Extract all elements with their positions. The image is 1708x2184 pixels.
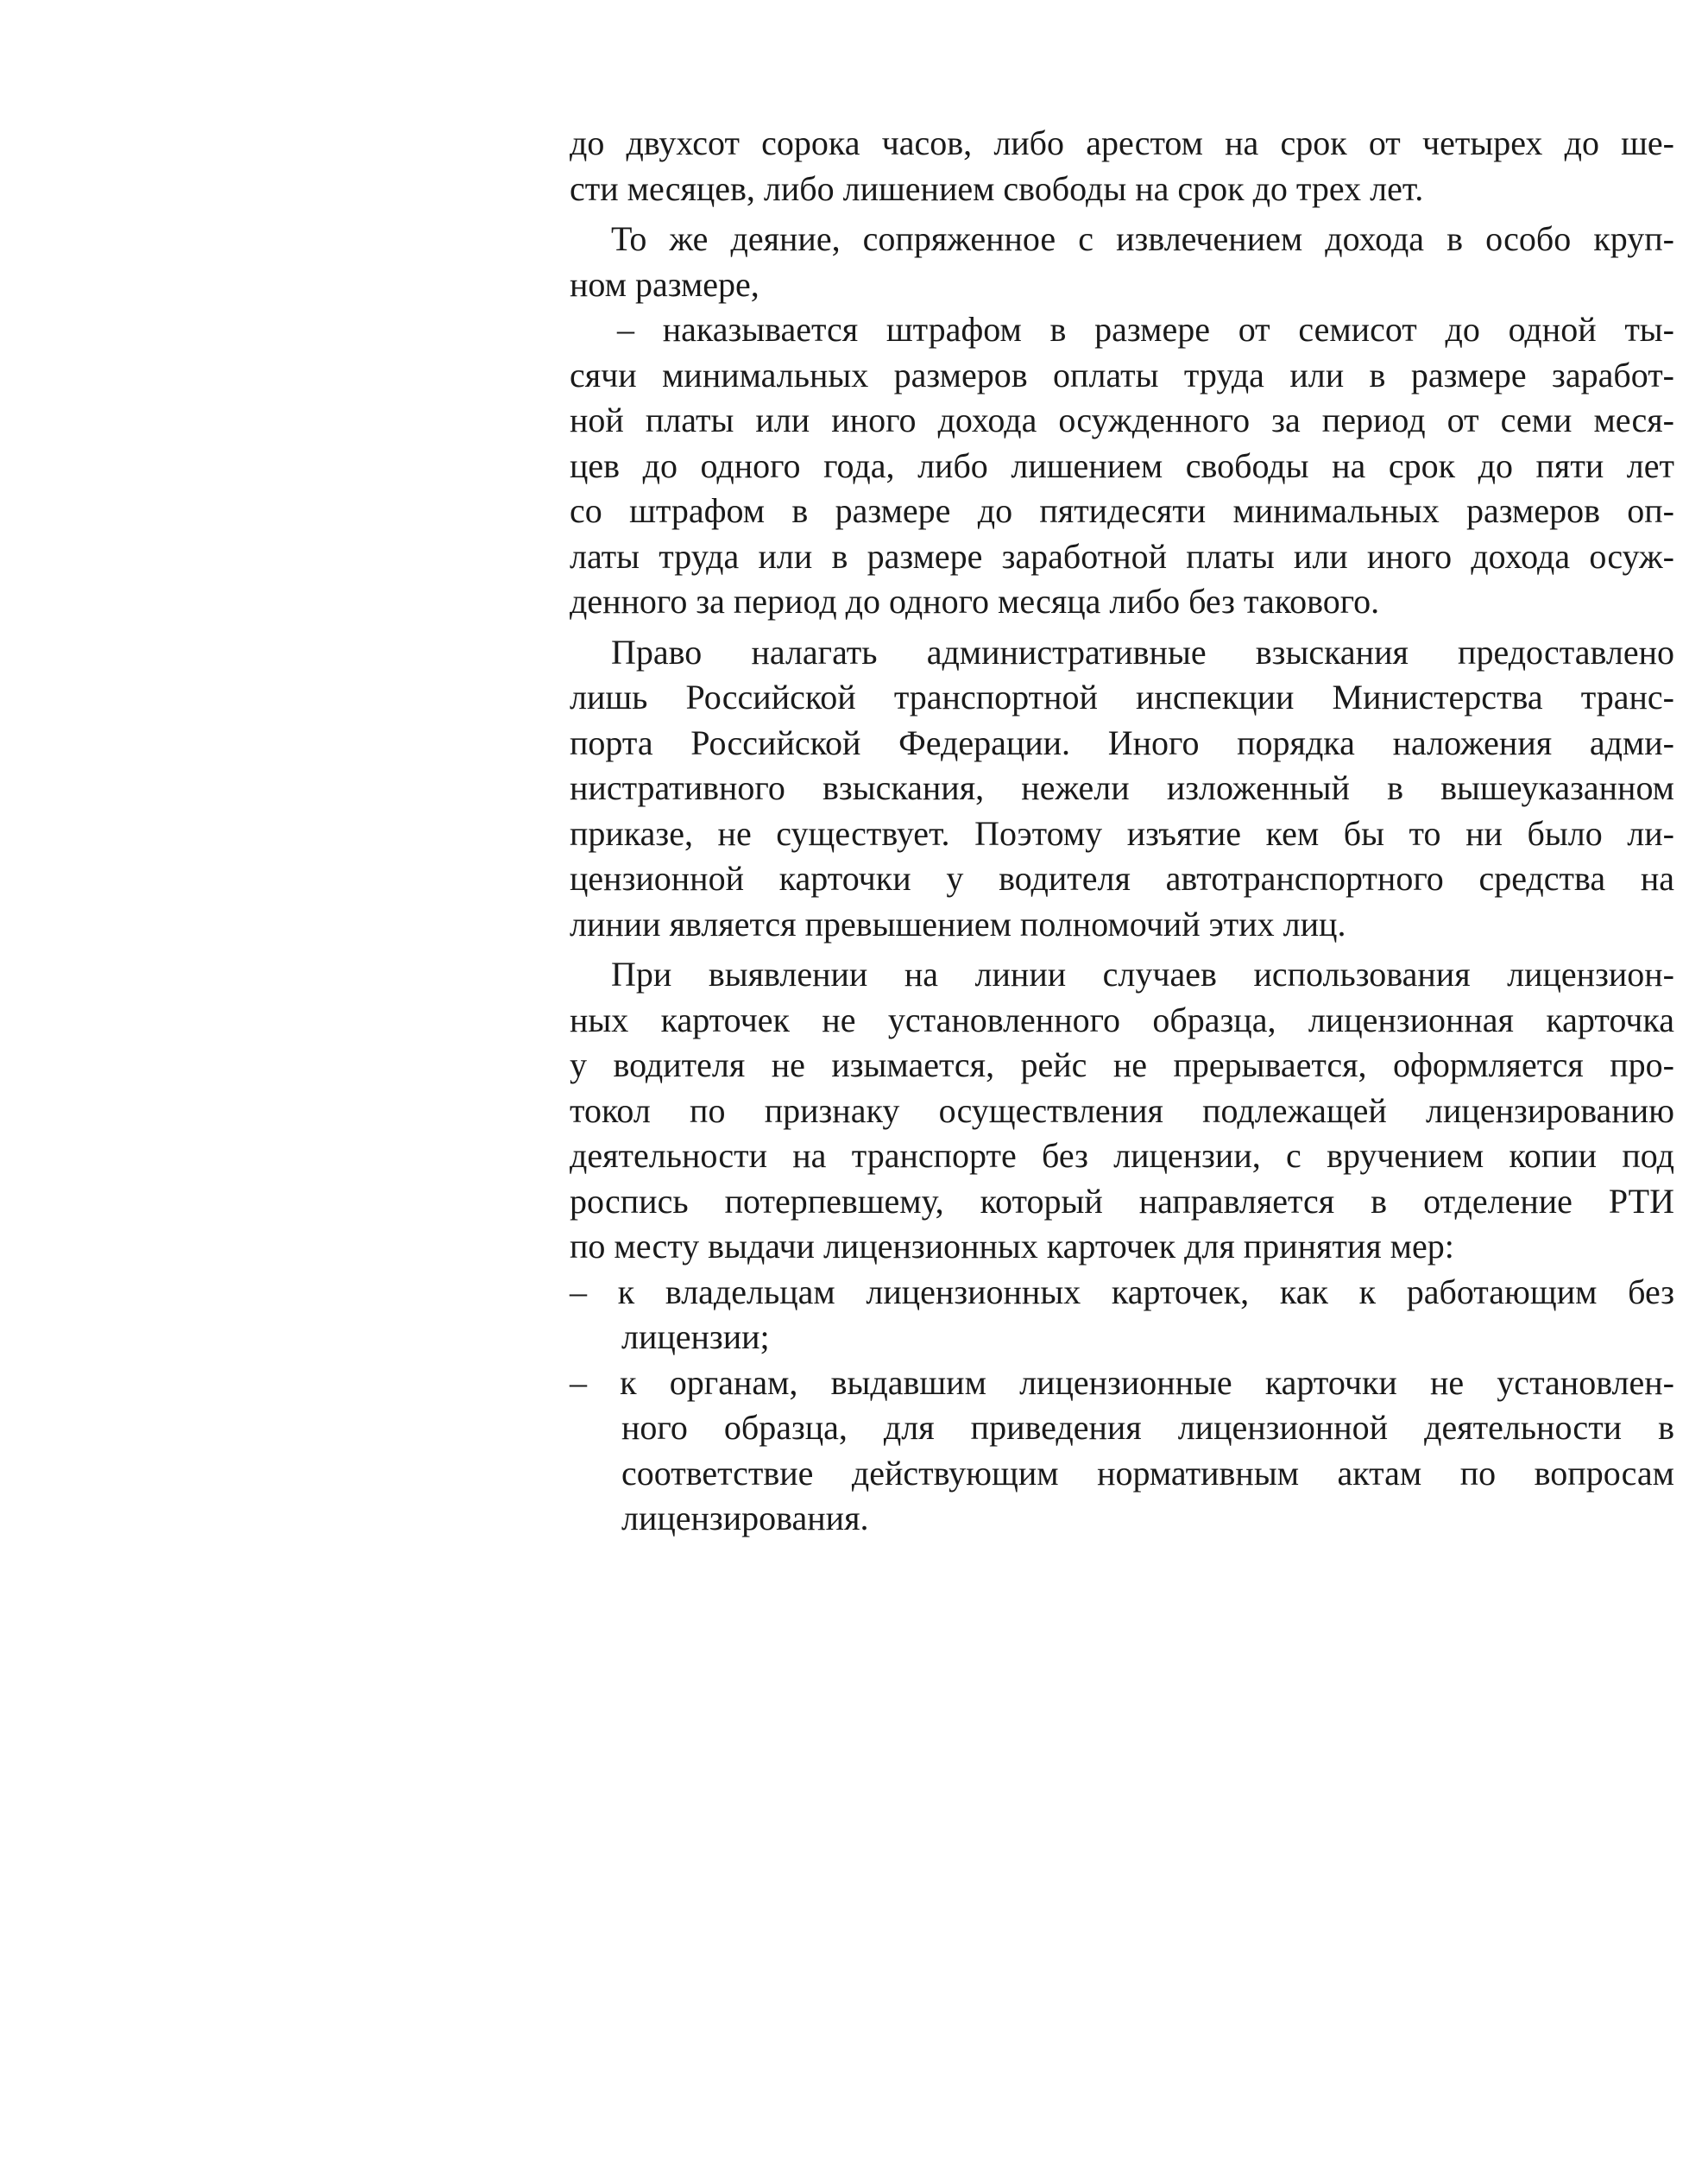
text-line: роспись потерпевшему, который направляется в отделение РТИ — [570, 1181, 1674, 1221]
text-line: При выявлении на линии случаев использования лицензион- — [611, 955, 1674, 994]
text-line: цев до одного года, либо лишением свободы на срок до пяти лет — [570, 445, 1674, 485]
paragraph — [570, 952, 1674, 1270]
paragraph — [570, 630, 1674, 948]
text-line: линии является превышением полномочий этих лиц. — [570, 904, 1346, 944]
text-line: сти месяцев, либо лишением свободы на срок до трех лет. — [570, 168, 1424, 208]
text-line: по месту выдачи лицензионных карточек для принятия мер: — [570, 1227, 1454, 1266]
paragraph — [570, 217, 1674, 307]
text-line: токол по признаку осуществления подлежащей лицензированию — [570, 1090, 1674, 1130]
text-line: денного за период до одного месяца либо без такового. — [570, 582, 1380, 621]
text-line: Право налагать административные взыскания предоставлено — [611, 632, 1674, 672]
text-line: ного образца, для приведения лицензионной деятельности в — [621, 1408, 1674, 1447]
text-line: у водителя не изымается, рейс не прерывается, оформляется про- — [570, 1045, 1674, 1084]
list-item — [570, 1270, 1674, 1360]
text-line: – наказывается штрафом в размере от семисот до одной ты- — [617, 310, 1674, 349]
paragraph-penalty — [570, 307, 1674, 625]
body-text — [570, 121, 1674, 1542]
text-line: приказе, не существует. Поэтому изъятие кем бы то ни было ли- — [570, 813, 1674, 853]
text-line: ной платы или иного дохода осужденного за период от семи меся- — [570, 401, 1674, 439]
text-line: – к органам, выдавшим лицензионные карточки не установлен- — [570, 1362, 1674, 1402]
list-item — [570, 1360, 1674, 1542]
text-line: лицензии; — [621, 1317, 770, 1356]
text-line: лицензирования. — [621, 1499, 869, 1537]
text-line: ном размере, — [570, 264, 759, 304]
text-line: соответствие действующим нормативным актам по вопросам — [621, 1453, 1674, 1493]
text-line: со штрафом в размере до пятидесяти минимальных размеров оп- — [570, 491, 1674, 530]
text-line: порта Российской Федерации. Иного порядка наложения адми- — [570, 723, 1674, 762]
text-line: То же деяние, сопряженное с извлечением дохода в особо круп- — [611, 219, 1674, 258]
text-line: лишь Российской транспортной инспекции Министерства транс- — [570, 678, 1674, 716]
text-line: сячи минимальных размеров оплаты труда или в размере заработ- — [570, 355, 1674, 395]
paragraph-continuation — [570, 121, 1674, 211]
text-line: нистративного взыскания, нежели изложенный в вышеуказанном — [570, 768, 1674, 807]
text-line: деятельности на транспорте без лицензии, с вручением копии под — [570, 1136, 1674, 1175]
text-line: латы труда или в размере заработной платы или иного дохода осуж- — [570, 536, 1674, 576]
text-line: цензионной карточки у водителя автотранспортного средства на — [570, 859, 1674, 898]
text-line: – к владельцам лицензионных карточек, как к работающим без — [570, 1272, 1674, 1311]
text-line: до двухсот сорока часов, либо арестом на срок от четырех до ше- — [570, 123, 1674, 162]
text-line: ных карточек не установленного образца, лицензионная карточка — [570, 1000, 1674, 1039]
